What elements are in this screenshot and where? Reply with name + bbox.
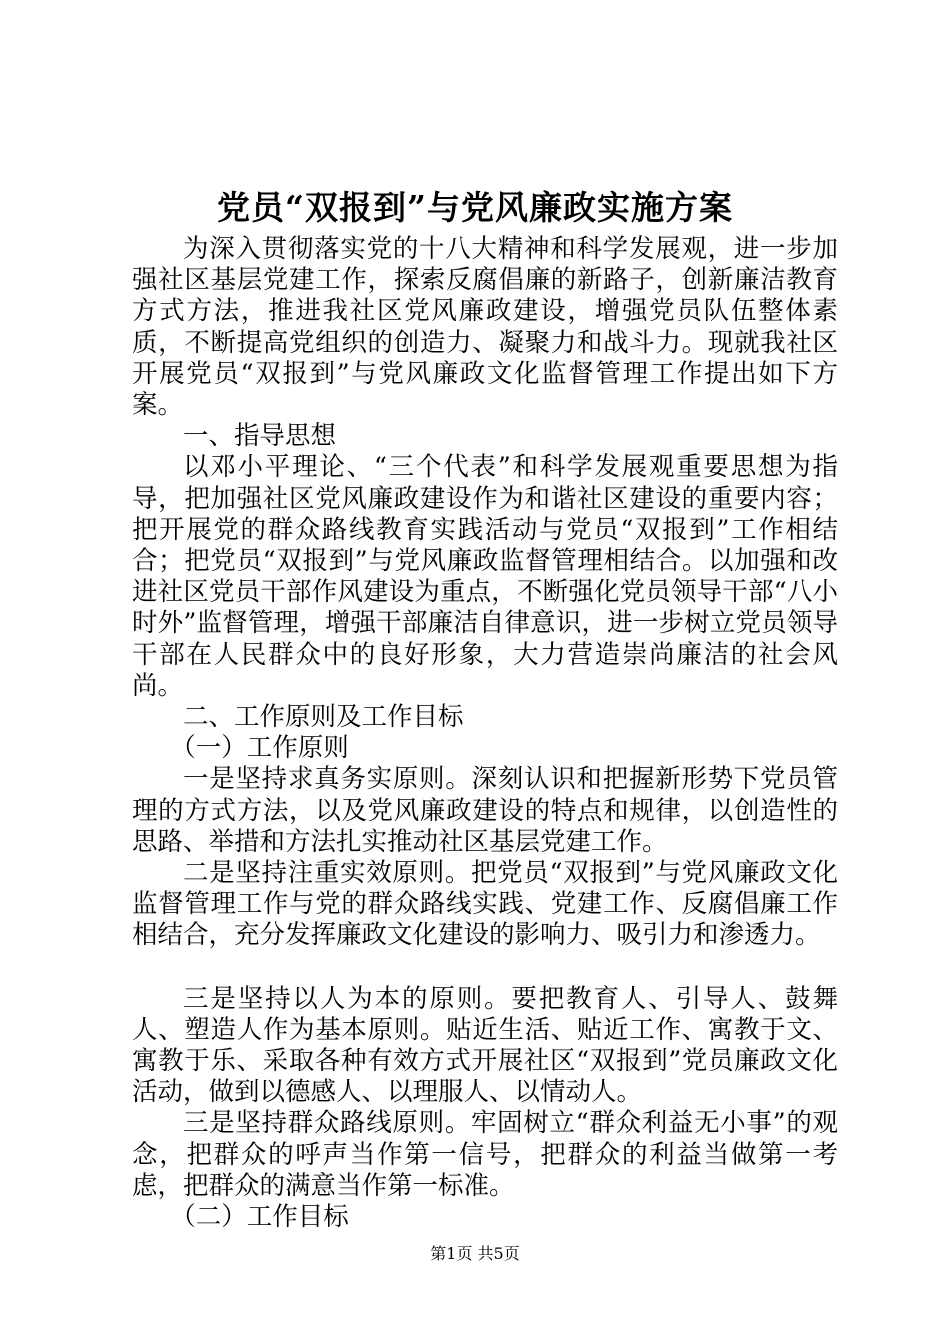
principle-one-paragraph: 一是坚持求真务实原则。深刻认识和把握新形势下党员管理的方式方法，以及党风廉政建设的特点和规律，以创造性的思路、举措和方法扎实推动社区基层党建工作。 bbox=[132, 764, 838, 857]
paragraph-spacer bbox=[132, 952, 838, 984]
intro-paragraph: 为深入贯彻落实党的十八大精神和科学发展观，进一步加强社区基层党建工作，探索反腐倡廉的新路子，创新廉洁教育方式方法，推进我社区党风廉政建设，增强党员队伍整体素质，不断提高党组织的创造力、凝聚力和战斗力。现就我社区开展党员“双报到”与党风廉政文化监督管理工作提出如下方案。 bbox=[132, 234, 838, 421]
guiding-ideology-paragraph: 以邓小平理论、“三个代表”和科学发展观重要思想为指导，把加强社区党风廉政建设作为和谐社区建设的重要内容；把开展党的群众路线教育实践活动与党员“双报到”工作相结合；把党员“双报到”与党风廉政监督管理相结合。以加强和改进社区党员干部作风建设为重点，不断强化党员领导干部“八小时外”监督管理，增强干部廉洁自律意识，进一步树立党员领导干部在人民群众中的良好形象，大力营造崇尚廉洁的社会风尚。 bbox=[132, 452, 838, 701]
page-footer: 第1页 共5页 bbox=[430, 1244, 520, 1263]
principle-two-paragraph: 二是坚持注重实效原则。把党员“双报到”与党风廉政文化监督管理工作与党的群众路线实践、党建工作、反腐倡廉工作相结合，充分发挥廉政文化建设的影响力、吸引力和渗透力。 bbox=[132, 858, 838, 951]
section-heading-guiding-ideology: 一、指导思想 bbox=[183, 421, 337, 452]
principle-three-paragraph: 三是坚持以人为本的原则。要把教育人、引导人、鼓舞人、塑造人作为基本原则。贴近生活、贴近工作、寓教于文、寓教于乐、采取各种有效方式开展社区“双报到”党员廉政文化活动，做到以德感人、以理服人、以情动人。 bbox=[132, 983, 838, 1108]
subheading-work-principles: （一）工作原则 bbox=[170, 733, 349, 764]
document-body bbox=[132, 234, 838, 1233]
principle-mass-line-paragraph: 三是坚持群众路线原则。牢固树立“群众利益无小事”的观念，把群众的呼声当作第一信号，把群众的利益当做第一考虑，把群众的满意当作第一标准。 bbox=[132, 1108, 838, 1201]
document-title: 党员“双报到”与党风廉政实施方案 bbox=[217, 188, 733, 227]
subheading-work-goals: （二）工作目标 bbox=[170, 1202, 349, 1233]
section-heading-principles-goals: 二、工作原则及工作目标 bbox=[183, 702, 464, 733]
